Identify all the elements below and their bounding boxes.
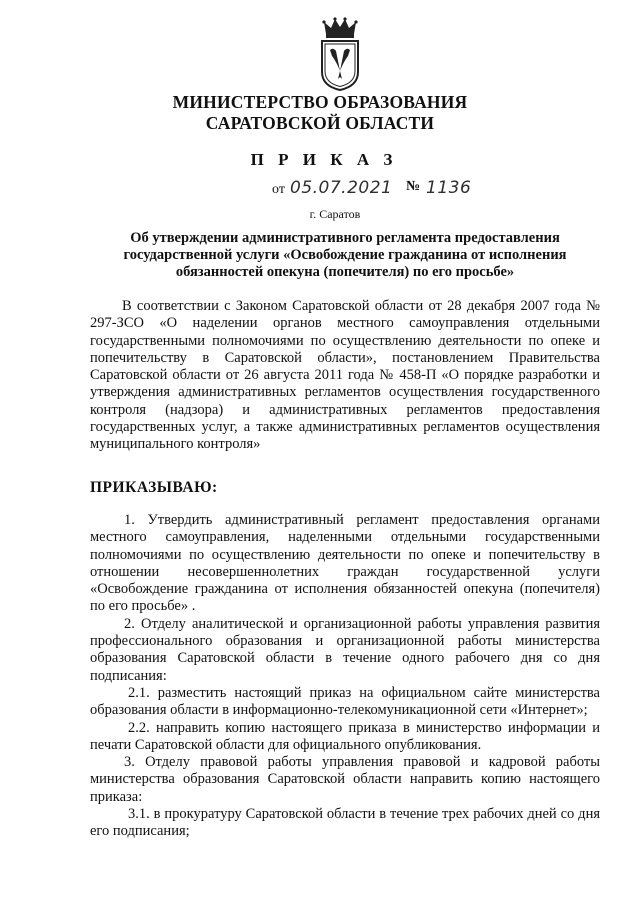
order-date-number	[0, 178, 640, 204]
order-item-3-1: 3.1. в прокуратуру Саратовской области в течение трех рабочих дней со дня его подписания;	[90, 806, 600, 840]
order-title: П Р И К А З	[250, 150, 398, 169]
saratov-coat-of-arms-icon	[318, 16, 362, 92]
order-date: 05.07.2021	[290, 178, 393, 198]
date-label: от	[272, 182, 285, 197]
city: г. Саратов	[309, 207, 361, 221]
number-label: №	[406, 179, 421, 194]
order-item-2-1: 2.1. разместить настоящий приказ на официальном сайте министерства образования области в информационно-телекомуникационной сети «Интернет»;	[90, 684, 600, 719]
order-subject: Об утверждении административного регламента предоставления государственной услуги «Освобождение гражданина от исполнения обязанностей опекуна (попечителя) по его просьбе»	[123, 230, 567, 280]
order-item-3: 3. Отделу правовой работы управления правовой и кадровой работы министерства образования Саратовской области направить копию настоящего приказа:	[90, 754, 600, 805]
preamble-paragraph: В соответствии с Законом Саратовской области от 28 декабря 2007 года № 297-ЗСО «О наделении органов местного самоуправления отдельными государственными полномочиями по осуществлению деятельности по опеке и попечительству в Саратовской области», постановлением Правительства Саратовской области от 26 августа 2011 года № 458-П «О порядке разработки и утверждения административных регламентов осуществления государственного контроля (надзора) и административных регламентов предоставления государственных услуг, а также административных регламентов осуществления муниципального контроля»	[90, 298, 600, 453]
order-item-2: 2. Отделу аналитической и организационной работы управления развития профессионального образования и организационной работы министерства образования Саратовской области в течение одного рабочего дня со дня подписания:	[90, 615, 600, 684]
orders-heading: ПРИКАЗЫВАЮ:	[90, 479, 218, 496]
order-item-2-2: 2.2. направить копию настоящего приказа в министерство информации и печати Саратовской области для официального опубликования.	[90, 719, 600, 753]
order-items	[90, 512, 600, 841]
order-item-1: 1. Утвердить административный регламент предоставления органами местного самоуправления, наделенными отдельными государственными полномочиями по осуществлению деятельности по опеке и попечительству в отношении несовершеннолетних граждан государственной услуги «Освобождение гражданина от исполнения обязанностей опекуна (попечителя) по его просьбе» .	[90, 512, 600, 615]
ministry-line-2: САРАТОВСКОЙ ОБЛАСТИ	[205, 113, 435, 133]
ministry-line-1: МИНИСТЕРСТВО ОБРАЗОВАНИЯ	[172, 92, 468, 112]
order-number: 1136	[426, 178, 472, 198]
ministry-name	[0, 92, 640, 134]
